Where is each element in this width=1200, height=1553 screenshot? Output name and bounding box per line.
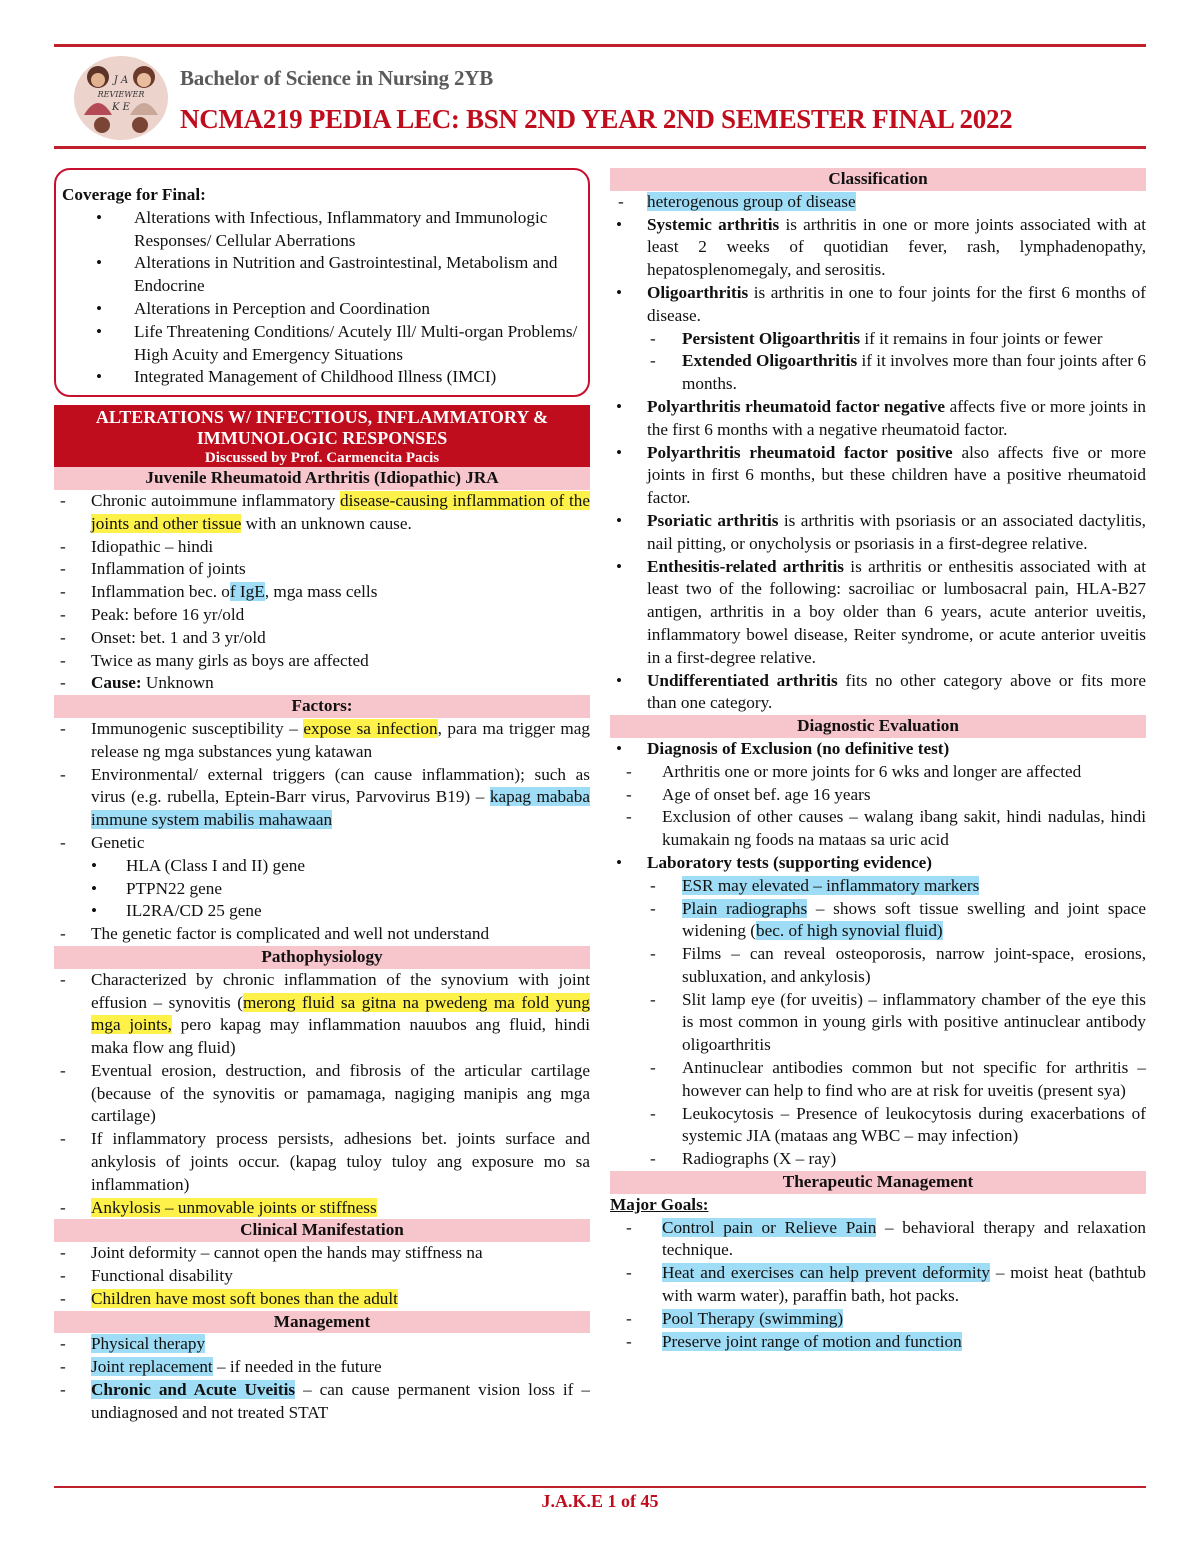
term: Polyarthritis rheumatoid factor negative [647,396,945,416]
list-item [610,442,1146,510]
section-header-therapeutic: Therapeutic Management [610,1171,1146,1194]
list-item [610,510,1146,556]
sub-list-item: - Slit lamp eye (for uveitis) – inflammatory chamber of the eye this is most common in young girls with positive antinuclear antibody oligoarthritis [610,989,1146,1057]
text: fits no other category above or fits more than one category. [647,670,1147,713]
list-item: - The genetic factor is complicated and well not understand [54,923,590,946]
highlight: kapag mababa immune system mabilis mahawaan [91,787,590,830]
list-item [610,1308,1146,1331]
text: pero kapag may inflammation nauubos ang fluid, hindi maka flow ang fluid) [91,1015,591,1058]
sub-list-item [610,328,1146,351]
coverage-box [54,168,590,397]
list-item [54,1356,590,1379]
term: Oligoarthritis [647,282,749,302]
list-item: - Joint deformity – cannot open the hands may stiffness na [54,1242,590,1265]
coverage-item: • Integrated Management of Childhood Illness (IMCI) [62,366,578,389]
highlight: Chronic and Acute Uveitis [91,1380,296,1400]
logo-text-3: K E [112,102,130,113]
section-header-clinical: Clinical Manifestation [54,1219,590,1242]
list-item [54,1379,590,1425]
list-item [54,764,590,832]
text: affects five or more joints in the first 6 months with a negative rheumatoid factor. [647,396,1146,439]
text: – behavioral therapy and relaxation technique. [662,1217,1147,1260]
text: Characterized by chronic inflammation of the synovium with joint effusion – synovitis ( [91,969,590,1012]
list-item [610,852,1146,875]
sub-list-item: • PTPN22 gene [54,878,590,901]
banner-discussed-by: Discussed by Prof. Carmencita Pacis [204,450,440,467]
section-header-classification: Classification [610,168,1146,191]
text: if it remains in four joints or fewer [860,328,1103,348]
term: Polyarthritis rheumatoid factor positive [647,442,953,462]
coverage-title: Coverage for Final: [62,185,206,204]
highlight: merong fluid sa gitna na pwedeng ma fold yung mga joints, [91,992,590,1035]
text: , para ma trigger mag release ng mga substances yung katawan [91,718,590,761]
term: Extended Oligoarthritis [682,351,858,371]
highlight: Control pain or Relieve Pain [662,1217,877,1237]
document-title: NCMA219 PEDIA LEC: BSN 2ND YEAR 2ND SEMESTER FINAL 2022 [180,104,1013,134]
text: Environmental/ external triggers (can cause inflammation); such as virus (e.g. rubella, Eptein-Barr virus, Parvovirus B19) – [91,764,590,807]
label: Cause: [91,673,142,693]
text: Immunogenic susceptibility – [91,718,304,738]
coverage-item: • Alterations with Infectious, Inflammatory and Immunologic Responses/ Cellular Aberrations [62,207,578,253]
section-header-pathophysiology: Pathophysiology [54,946,590,969]
banner-line-2: IMMUNOLOGIC RESPONSES [196,428,448,449]
coverage-item: • Life Threatening Conditions/ Acutely Ill/ Multi-organ Problems/ High Acuity and Emergency Situations [62,321,578,367]
text: Unknown [141,673,214,693]
bottom-rule [54,1486,1146,1488]
section-header-factors: Factors: [54,695,590,718]
highlight: Joint replacement [91,1357,213,1377]
list-item [610,396,1146,442]
highlight: Heat and exercises can help prevent deformity [662,1263,990,1283]
coverage-list [62,207,578,389]
list-item: - Twice as many girls as boys are affected [54,650,590,673]
term: Enthesitis-related arthritis [647,556,844,576]
sub-list-item: - Age of onset bef. age 16 years [610,784,1146,807]
term: Persistent Oligoarthritis [682,328,861,348]
unit-banner [54,405,590,467]
list-item [610,556,1146,670]
text: if it involves more than four joints after 6 months. [682,351,1146,394]
banner-line-1: ALTERATIONS W/ INFECTIOUS, INFLAMMATORY & [95,407,549,428]
sub-list-item: - Antinuclear antibodies common but not specific for arthritis – however can help to find who are at risk for uveitis (present sya) [610,1057,1146,1103]
sub-list-item: • IL2RA/CD 25 gene [54,900,590,923]
text: also affects five or more joints in first 6 months, but these children have a positive rheumatoid factor. [647,442,1146,508]
term: Systemic arthritis [647,214,780,234]
logo-text-2: REVIEWER [97,90,145,99]
coverage-item: • Alterations in Nutrition and Gastrointestinal, Metabolism and Endocrine [62,252,578,298]
text: with an unknown cause. [241,513,412,533]
highlight: Physical therapy [91,1334,206,1354]
sub-list-item [610,875,1146,898]
text: Inflammation bec. o [91,582,230,602]
list-item [54,718,590,764]
right-column [610,168,1146,1353]
list-item [610,670,1146,716]
text: – shows soft tissue swelling and joint space widening ( [682,898,1146,941]
list-item [610,191,1146,214]
list-item [610,738,1146,761]
term: Undifferentiated arthritis [647,670,838,690]
highlight: Ankylosis – unmovable joints or stiffness [91,1197,377,1217]
list-item [54,490,590,536]
highlight: heterogenous group of disease [647,191,856,211]
section-header-management: Management [54,1311,590,1334]
sub-list-item: - Leukocytosis – Presence of leukocytosis during exacerbations of systemic JIA (mataas ang WBC – may infection) [610,1103,1146,1149]
section-header-jra: Juvenile Rheumatoid Arthritis (Idiopathic) JRA [54,467,590,490]
list-item: - Idiopathic – hindi [54,536,590,559]
highlight: bec. of high synovial fluid) [756,921,943,941]
list-item [610,282,1146,328]
list-item [54,581,590,604]
list-item [54,1333,590,1356]
list-item [54,672,590,695]
text: – moist heat (bathtub with warm water), paraffin bath, hot packs. [662,1263,1146,1306]
list-item [54,1288,590,1311]
highlight: f IgE [229,582,265,602]
sub-list-item: - Arthritis one or more joints for 6 wks and longer are affected [610,761,1146,784]
top-rule [54,44,1146,47]
term: Psoriatic arthritis [647,510,779,530]
highlight: disease-causing inflammation of the joints and other tissue [91,490,590,533]
highlight: Plain radiographs [682,898,808,918]
text: is arthritis or enthesitis associated with at least two of the following: sacroiliac or lumbosacral pain, HLA-B27 antigen, arthritis in a boy older than 6 years, acute anterior uveitis, inflammatory bowel disease, Reiter syndrome, or acute anterior uveitis in a first-degree relative. [647,556,1146,667]
highlight: ESR may elevated – inflammatory markers [682,875,980,895]
text: – if needed in the future [212,1357,382,1377]
header-rule [54,146,1146,149]
sub-list-item [610,898,1146,944]
text: Chronic autoimmune inflammatory [91,490,341,510]
list-item: - Peak: before 16 yr/old [54,604,590,627]
text: is arthritis in one or more joints associated with at least 2 weeks of quotidian fever, rash, lymphadenopathy, hepatosplenomegaly, and serositis. [647,214,1146,280]
section-header-diagnostic: Diagnostic Evaluation [610,715,1146,738]
sub-list-item: - Radiographs (X – ray) [610,1148,1146,1171]
list-item [610,1262,1146,1308]
list-item: - If inflammatory process persists, adhesions bet. joints surface and ankylosis of joints occur. (kapag tuloy tuloy ang exposure mo sa inflammation) [54,1128,590,1196]
sub-list-item: • HLA (Class I and II) gene [54,855,590,878]
left-column [54,168,590,1425]
list-item: - Onset: bet. 1 and 3 yr/old [54,627,590,650]
program-subtitle: Bachelor of Science in Nursing 2YB [180,66,494,90]
sub-list-item: - Films – can reveal osteoporosis, narrow joint-space, erosions, subluxation, and ankylosis) [610,943,1146,989]
text: is arthritis in one to four joints for the first 6 months of disease. [647,282,1146,325]
term: Diagnosis of Exclusion (no definitive test) [647,738,950,758]
highlight: Preserve joint range of motion and function [662,1331,962,1351]
highlight: expose sa infection [303,718,438,738]
sub-list-item: - Exclusion of other causes – walang ibang sakit, hindi nadulas, hindi kumakain ng foods na mataas sa uric acid [610,806,1146,852]
coverage-item: • Alterations in Perception and Coordination [62,298,578,321]
list-item [610,1331,1146,1354]
text: – can cause permanent vision loss if – undiagnosed and not treated STAT [91,1380,590,1422]
list-item [610,1217,1146,1263]
logo-text-1: J A [113,75,129,86]
text: is arthritis with psoriasis or an associated dactylitis, nail pitting, or onycholysis or psoriasis in a first-degree relative. [647,510,1146,553]
text: , mga mass cells [264,582,378,602]
jake-reviewer-logo [72,55,170,141]
page-footer: J.A.K.E 1 of 45 [541,1491,659,1511]
list-item [54,1197,590,1220]
list-item: - Inflammation of joints [54,558,590,581]
sub-list-item [610,350,1146,396]
highlight: Pool Therapy (swimming) [662,1308,844,1328]
term: Laboratory tests (supporting evidence) [647,852,933,872]
list-item: - Functional disability [54,1265,590,1288]
list-item: - Eventual erosion, destruction, and fibrosis of the articular cartilage (because of the synovitis or pamamaga, nagiging manipis ang mga cartilage) [54,1060,590,1128]
list-item [54,969,590,1060]
list-item: - Genetic [54,832,590,855]
major-goals-label: Major Goals: [610,1194,709,1214]
highlight: Children have most soft bones than the adult [91,1288,398,1308]
list-item [610,214,1146,282]
